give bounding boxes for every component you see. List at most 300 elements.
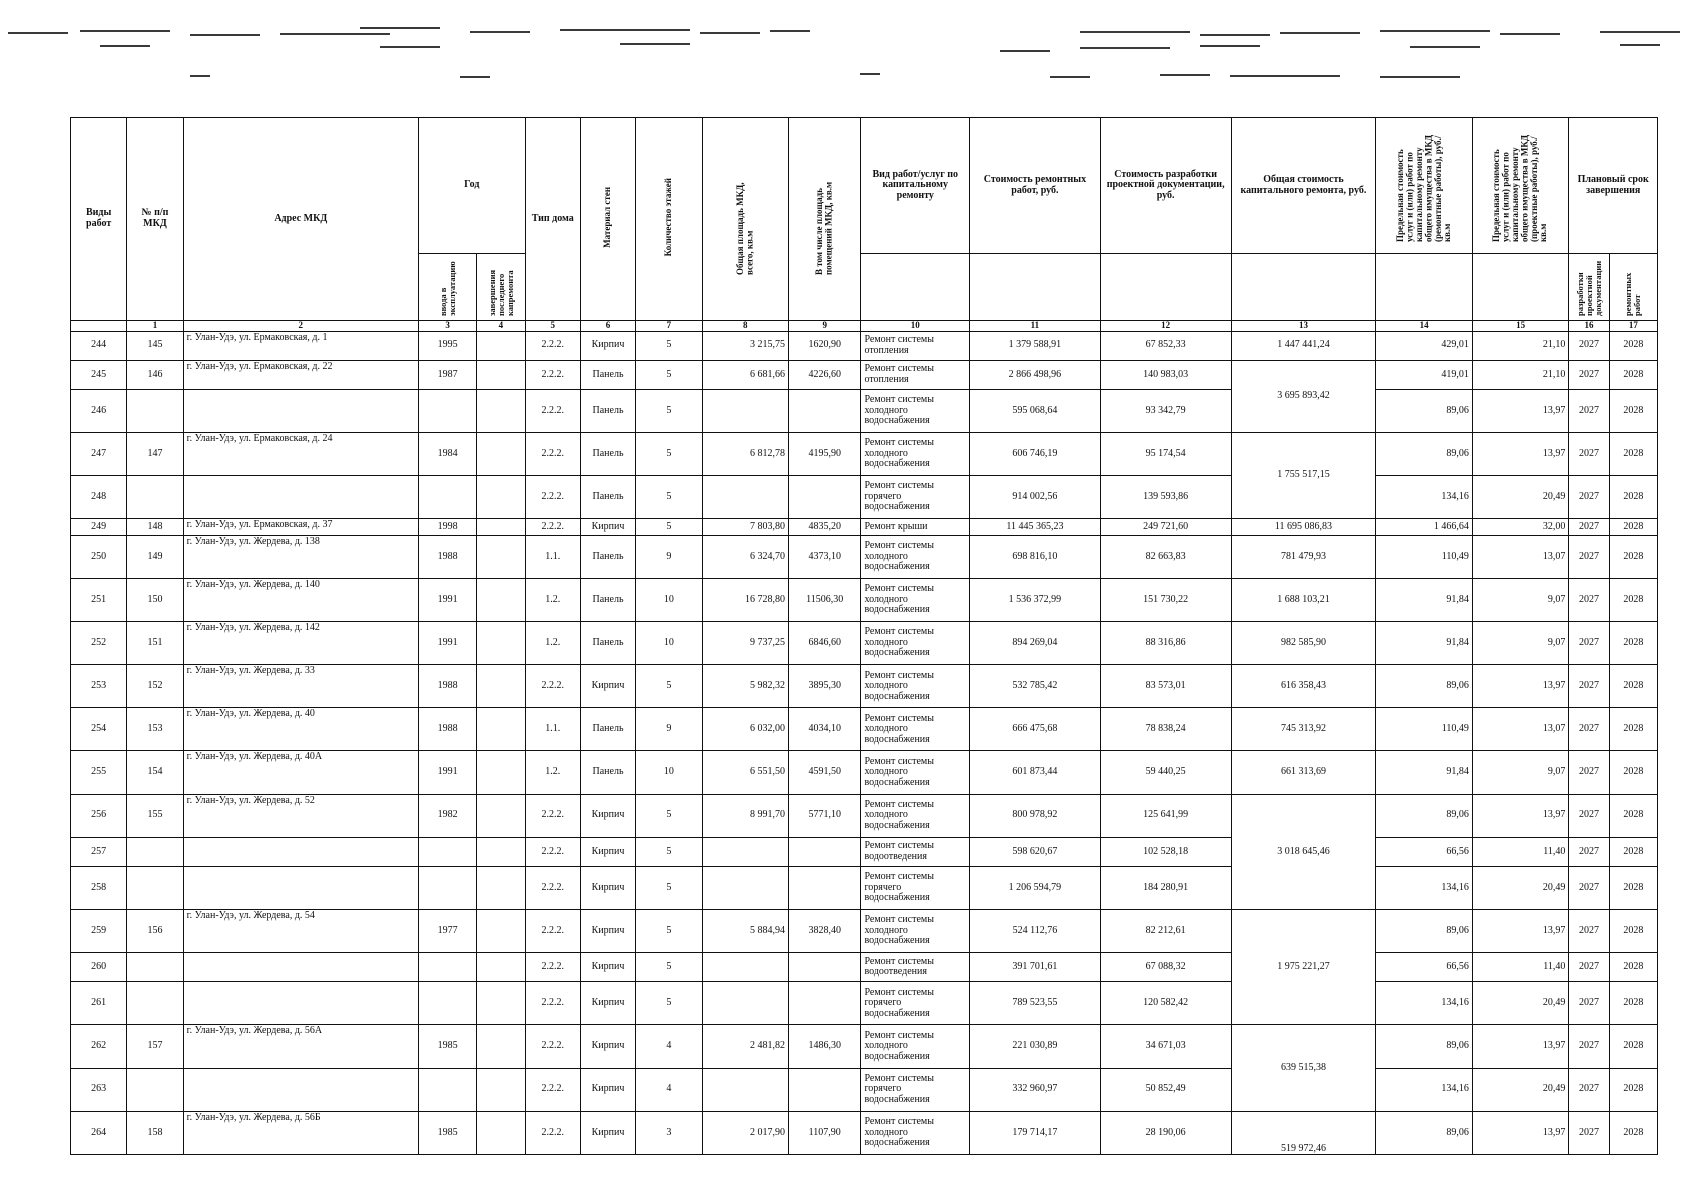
cell-floors: 5 — [636, 794, 702, 837]
cell-material: Панель — [580, 751, 635, 794]
cell-area: 2 017,90 — [702, 1111, 788, 1154]
col-header-year: Год — [418, 118, 525, 254]
cell-total-cost: 11 695 086,83 — [1231, 519, 1376, 536]
cell-nn: 152 — [127, 665, 183, 708]
cell-limit-repair: 429,01 — [1376, 331, 1473, 360]
cell-deadline-repair: 2028 — [1609, 389, 1657, 432]
cell-address: г. Улан-Удэ, ул. Ермаковская, д. 22 — [183, 360, 418, 389]
cell-deadline-repair: 2028 — [1609, 982, 1657, 1025]
cell-limit-repair: 89,06 — [1376, 910, 1473, 953]
cell-limit-design: 9,07 — [1472, 622, 1569, 665]
cell-material: Панель — [580, 433, 635, 476]
cell-vid: 253 — [71, 665, 127, 708]
cell-deadline-repair: 2028 — [1609, 751, 1657, 794]
cell-limit-design: 13,97 — [1472, 389, 1569, 432]
cell-year: 1995 — [418, 331, 476, 360]
table-row — [71, 866, 1658, 909]
cell-material: Панель — [580, 389, 635, 432]
cell-area-premises — [789, 389, 861, 432]
cell-floors: 5 — [636, 866, 702, 909]
cell-nn — [127, 476, 183, 519]
cell-year: 1985 — [418, 1111, 476, 1154]
table-row — [71, 751, 1658, 794]
cell-nn — [127, 953, 183, 982]
cell-deadline-design: 2027 — [1569, 982, 1609, 1025]
cell-limit-design: 13,97 — [1472, 433, 1569, 476]
cell-limit-design: 20,49 — [1472, 866, 1569, 909]
cell-limit-design: 13,07 — [1472, 535, 1569, 578]
cell-floors: 5 — [636, 910, 702, 953]
cell-type: 2.2.2. — [525, 837, 580, 866]
cell-year: 1988 — [418, 535, 476, 578]
cell-type: 2.2.2. — [525, 360, 580, 389]
cell-type: 1.2. — [525, 578, 580, 621]
cell-type: 2.2.2. — [525, 910, 580, 953]
cell-work-type: Ремонт системы горячего водоснабжения — [861, 1068, 970, 1111]
table-row — [71, 1111, 1658, 1154]
cell-deadline-design: 2027 — [1569, 665, 1609, 708]
table-row — [71, 1025, 1658, 1068]
cell-limit-repair: 89,06 — [1376, 665, 1473, 708]
cell-year-repair — [477, 578, 525, 621]
cell-year-repair — [477, 433, 525, 476]
cell-limit-repair: 110,49 — [1376, 535, 1473, 578]
cell-area-premises: 1486,30 — [789, 1025, 861, 1068]
table-row — [71, 433, 1658, 476]
cell-total-cost: 3 018 645,46 — [1231, 794, 1376, 909]
cell-design-cost: 34 671,03 — [1100, 1025, 1231, 1068]
cell-area — [702, 953, 788, 982]
cell-repair-cost: 179 714,17 — [970, 1111, 1101, 1154]
cell-deadline-repair: 2028 — [1609, 953, 1657, 982]
column-number: 10 — [861, 320, 970, 331]
cell-nn: 155 — [127, 794, 183, 837]
cell-address: г. Улан-Удэ, ул. Жердева, д. 56Б — [183, 1111, 418, 1154]
header-blank — [970, 254, 1101, 321]
cell-repair-cost: 595 068,64 — [970, 389, 1101, 432]
cell-total-cost: 1 447 441,24 — [1231, 331, 1376, 360]
cell-year-repair — [477, 982, 525, 1025]
cell-limit-design: 20,49 — [1472, 476, 1569, 519]
cell-deadline-repair: 2028 — [1609, 433, 1657, 476]
cell-limit-repair: 419,01 — [1376, 360, 1473, 389]
table-row — [71, 982, 1658, 1025]
cell-nn: 145 — [127, 331, 183, 360]
cell-address — [183, 837, 418, 866]
cell-floors: 9 — [636, 708, 702, 751]
cell-area: 6 551,50 — [702, 751, 788, 794]
cell-type: 1.2. — [525, 622, 580, 665]
cell-area — [702, 982, 788, 1025]
cell-deadline-repair: 2028 — [1609, 1111, 1657, 1154]
cell-limit-design: 21,10 — [1472, 360, 1569, 389]
col-header-premises-area: В том числе площадь помещений МКД, кв.м — [789, 118, 861, 321]
cell-area: 3 215,75 — [702, 331, 788, 360]
cell-vid: 256 — [71, 794, 127, 837]
cell-nn: 149 — [127, 535, 183, 578]
cell-vid: 263 — [71, 1068, 127, 1111]
cell-nn — [127, 1068, 183, 1111]
cell-total-cost: 661 313,69 — [1231, 751, 1376, 794]
cell-limit-repair: 91,84 — [1376, 622, 1473, 665]
cell-address: г. Улан-Удэ, ул. Жердева, д. 33 — [183, 665, 418, 708]
table-row — [71, 389, 1658, 432]
cell-work-type: Ремонт системы горячего водоснабжения — [861, 866, 970, 909]
cell-area: 6 324,70 — [702, 535, 788, 578]
cell-year-repair — [477, 708, 525, 751]
cell-deadline-design: 2027 — [1569, 751, 1609, 794]
cell-area-premises: 4591,50 — [789, 751, 861, 794]
cell-area — [702, 866, 788, 909]
column-number: 7 — [636, 320, 702, 331]
cell-floors: 9 — [636, 535, 702, 578]
cell-deadline-repair: 2028 — [1609, 837, 1657, 866]
cell-floors: 3 — [636, 1111, 702, 1154]
cell-floors: 5 — [636, 476, 702, 519]
cell-work-type: Ремонт системы холодного водоснабжения — [861, 1111, 970, 1154]
cell-repair-cost: 532 785,42 — [970, 665, 1101, 708]
col-header-nn-mkd: № п/п МКД — [127, 118, 183, 321]
cell-deadline-design: 2027 — [1569, 794, 1609, 837]
cell-repair-cost: 524 112,76 — [970, 910, 1101, 953]
cell-deadline-repair: 2028 — [1609, 910, 1657, 953]
cell-limit-design: 9,07 — [1472, 751, 1569, 794]
col-header-deadline: Плановый срок завершения — [1569, 118, 1658, 254]
cell-vid: 262 — [71, 1025, 127, 1068]
cell-deadline-repair: 2028 — [1609, 708, 1657, 751]
column-number: 16 — [1569, 320, 1609, 331]
cell-address — [183, 866, 418, 909]
cell-deadline-repair: 2028 — [1609, 1068, 1657, 1111]
cell-repair-cost: 221 030,89 — [970, 1025, 1101, 1068]
cell-area: 5 982,32 — [702, 665, 788, 708]
cell-type: 2.2.2. — [525, 866, 580, 909]
cell-repair-cost: 666 475,68 — [970, 708, 1101, 751]
column-number: 1 — [127, 320, 183, 331]
cell-area — [702, 837, 788, 866]
header-blank — [1472, 254, 1569, 321]
cell-area-premises — [789, 953, 861, 982]
cell-deadline-repair: 2028 — [1609, 476, 1657, 519]
cell-floors: 10 — [636, 622, 702, 665]
cell-work-type: Ремонт системы горячего водоснабжения — [861, 476, 970, 519]
cell-area-premises: 4226,60 — [789, 360, 861, 389]
cell-limit-repair: 134,16 — [1376, 982, 1473, 1025]
col-header-total-area: Общая площадь МКД, всего, кв.м — [702, 118, 788, 321]
col-header-deadline-design: разработки проектной документации — [1569, 254, 1609, 321]
cell-nn: 154 — [127, 751, 183, 794]
cell-area-premises: 3895,30 — [789, 665, 861, 708]
cell-year: 1982 — [418, 794, 476, 837]
cell-year-repair — [477, 476, 525, 519]
cell-limit-repair: 89,06 — [1376, 389, 1473, 432]
cell-design-cost: 82 663,83 — [1100, 535, 1231, 578]
cell-vid: 252 — [71, 622, 127, 665]
cell-design-cost: 151 730,22 — [1100, 578, 1231, 621]
cell-floors: 5 — [636, 953, 702, 982]
cell-total-cost: 982 585,90 — [1231, 622, 1376, 665]
cell-address: г. Улан-Удэ, ул. Жердева, д. 40А — [183, 751, 418, 794]
cell-repair-cost: 800 978,92 — [970, 794, 1101, 837]
cell-type: 2.2.2. — [525, 794, 580, 837]
cell-address: г. Улан-Удэ, ул. Жердева, д. 52 — [183, 794, 418, 837]
cell-work-type: Ремонт системы холодного водоснабжения — [861, 433, 970, 476]
cell-work-type: Ремонт системы холодного водоснабжения — [861, 389, 970, 432]
cell-vid: 255 — [71, 751, 127, 794]
cell-year-repair — [477, 1111, 525, 1154]
cell-area-premises: 1107,90 — [789, 1111, 861, 1154]
cell-repair-cost: 698 816,10 — [970, 535, 1101, 578]
cell-vid: 249 — [71, 519, 127, 536]
cell-limit-design: 9,07 — [1472, 578, 1569, 621]
cell-work-type: Ремонт системы отопления — [861, 360, 970, 389]
cell-work-type: Ремонт системы холодного водоснабжения — [861, 665, 970, 708]
cell-limit-repair: 91,84 — [1376, 578, 1473, 621]
cell-deadline-design: 2027 — [1569, 1111, 1609, 1154]
cell-limit-design: 13,97 — [1472, 910, 1569, 953]
col-header-wall-material: Материал стен — [580, 118, 635, 321]
cell-design-cost: 139 593,86 — [1100, 476, 1231, 519]
column-number: 11 — [970, 320, 1101, 331]
cell-vid: 257 — [71, 837, 127, 866]
cell-nn: 151 — [127, 622, 183, 665]
col-header-floors: Количество этажей — [636, 118, 702, 321]
table-row — [71, 535, 1658, 578]
cell-vid: 246 — [71, 389, 127, 432]
cell-repair-cost: 332 960,97 — [970, 1068, 1101, 1111]
cell-address — [183, 389, 418, 432]
cell-deadline-repair: 2028 — [1609, 535, 1657, 578]
cell-area-premises: 4034,10 — [789, 708, 861, 751]
cell-design-cost: 78 838,24 — [1100, 708, 1231, 751]
cell-type: 2.2.2. — [525, 476, 580, 519]
cell-limit-design: 13,97 — [1472, 665, 1569, 708]
cell-deadline-design: 2027 — [1569, 837, 1609, 866]
cell-deadline-design: 2027 — [1569, 360, 1609, 389]
column-number: 15 — [1472, 320, 1569, 331]
cell-address — [183, 982, 418, 1025]
cell-vid: 247 — [71, 433, 127, 476]
cell-nn — [127, 837, 183, 866]
cell-repair-cost: 789 523,55 — [970, 982, 1101, 1025]
cell-repair-cost: 391 701,61 — [970, 953, 1101, 982]
cell-repair-cost: 11 445 365,23 — [970, 519, 1101, 536]
cell-address: г. Улан-Удэ, ул. Жердева, д. 56А — [183, 1025, 418, 1068]
cell-floors: 4 — [636, 1068, 702, 1111]
cell-nn: 158 — [127, 1111, 183, 1154]
cell-type: 1.1. — [525, 708, 580, 751]
cell-year — [418, 982, 476, 1025]
cell-vid: 254 — [71, 708, 127, 751]
cell-deadline-design: 2027 — [1569, 389, 1609, 432]
cell-material: Панель — [580, 578, 635, 621]
cell-year-repair — [477, 866, 525, 909]
col-header-year-last-repair: завершения последнего капремонта — [477, 254, 525, 321]
cell-repair-cost: 1 536 372,99 — [970, 578, 1101, 621]
cell-limit-repair: 66,56 — [1376, 837, 1473, 866]
cell-nn — [127, 866, 183, 909]
cell-nn: 156 — [127, 910, 183, 953]
cell-area-premises: 4195,90 — [789, 433, 861, 476]
cell-design-cost: 28 190,06 — [1100, 1111, 1231, 1154]
cell-material: Кирпич — [580, 866, 635, 909]
cell-area-premises — [789, 476, 861, 519]
cell-year — [418, 953, 476, 982]
cell-work-type: Ремонт системы водоотведения — [861, 837, 970, 866]
cell-material: Кирпич — [580, 1025, 635, 1068]
cell-design-cost: 67 852,33 — [1100, 331, 1231, 360]
cell-type: 2.2.2. — [525, 433, 580, 476]
cell-deadline-design: 2027 — [1569, 708, 1609, 751]
cell-area: 16 728,80 — [702, 578, 788, 621]
cell-limit-repair: 89,06 — [1376, 433, 1473, 476]
cell-floors: 5 — [636, 360, 702, 389]
cell-limit-repair: 91,84 — [1376, 751, 1473, 794]
cell-deadline-design: 2027 — [1569, 519, 1609, 536]
cell-deadline-design: 2027 — [1569, 1025, 1609, 1068]
cell-type: 1.2. — [525, 751, 580, 794]
col-header-work-type: Вид работ/услуг по капитальному ремонту — [861, 118, 970, 254]
cell-repair-cost: 1 379 588,91 — [970, 331, 1101, 360]
table-row — [71, 794, 1658, 837]
col-header-total-cost: Общая стоимость капитального ремонта, руб. — [1231, 118, 1376, 254]
column-number: 17 — [1609, 320, 1657, 331]
cell-area: 7 803,80 — [702, 519, 788, 536]
cell-deadline-repair: 2028 — [1609, 1025, 1657, 1068]
cell-nn: 157 — [127, 1025, 183, 1068]
cell-year: 1991 — [418, 578, 476, 621]
col-header-year-commission: ввода в эксплуатацию — [418, 254, 476, 321]
cell-work-type: Ремонт системы холодного водоснабжения — [861, 535, 970, 578]
cell-type: 2.2.2. — [525, 1068, 580, 1111]
cell-limit-design: 20,49 — [1472, 1068, 1569, 1111]
cell-material: Кирпич — [580, 665, 635, 708]
cell-design-cost: 102 528,18 — [1100, 837, 1231, 866]
cell-deadline-repair: 2028 — [1609, 519, 1657, 536]
col-header-design-cost: Стоимость разработки проектной документации, руб. — [1100, 118, 1231, 254]
cell-area-premises — [789, 1068, 861, 1111]
col-header-limit-design: Предельная стоимость услуг и (или) работ по капитальному ремонту общего имущества в МКД (проектные работы), руб./кв.м — [1472, 118, 1569, 254]
cell-repair-cost: 1 206 594,79 — [970, 866, 1101, 909]
cell-design-cost: 184 280,91 — [1100, 866, 1231, 909]
column-number: 12 — [1100, 320, 1231, 331]
cell-design-cost: 59 440,25 — [1100, 751, 1231, 794]
table-row — [71, 519, 1658, 536]
cell-deadline-design: 2027 — [1569, 622, 1609, 665]
cell-year: 1987 — [418, 360, 476, 389]
cell-total-cost: 781 479,93 — [1231, 535, 1376, 578]
cell-address: г. Улан-Удэ, ул. Ермаковская, д. 1 — [183, 331, 418, 360]
column-number: 13 — [1231, 320, 1376, 331]
cell-floors: 10 — [636, 578, 702, 621]
cell-year: 1977 — [418, 910, 476, 953]
cell-total-cost: 745 313,92 — [1231, 708, 1376, 751]
cell-total-cost: 519 972,46 — [1231, 1111, 1376, 1154]
cell-type: 2.2.2. — [525, 665, 580, 708]
cell-design-cost: 82 212,61 — [1100, 910, 1231, 953]
column-number — [71, 320, 127, 331]
cell-floors: 5 — [636, 837, 702, 866]
cell-deadline-repair: 2028 — [1609, 331, 1657, 360]
cell-material: Панель — [580, 476, 635, 519]
cell-design-cost: 125 641,99 — [1100, 794, 1231, 837]
cell-design-cost: 67 088,32 — [1100, 953, 1231, 982]
cell-area: 6 032,00 — [702, 708, 788, 751]
cell-material: Кирпич — [580, 982, 635, 1025]
cell-address: г. Улан-Удэ, ул. Жердева, д. 138 — [183, 535, 418, 578]
column-number: 14 — [1376, 320, 1473, 331]
col-header-limit-repair: Предельная стоимость услуг и (или) работ по капитальному ремонту общего имущества в МКД (ремонтные работы), руб./кв.м — [1376, 118, 1473, 254]
cell-limit-repair: 89,06 — [1376, 794, 1473, 837]
cell-limit-design: 13,97 — [1472, 794, 1569, 837]
cell-repair-cost: 598 620,67 — [970, 837, 1101, 866]
table-row — [71, 837, 1658, 866]
table-row — [71, 578, 1658, 621]
cell-address: г. Улан-Удэ, ул. Жердева, д. 54 — [183, 910, 418, 953]
cell-floors: 5 — [636, 331, 702, 360]
table-row — [71, 331, 1658, 360]
cell-repair-cost: 2 866 498,96 — [970, 360, 1101, 389]
cell-deadline-repair: 2028 — [1609, 866, 1657, 909]
column-number: 2 — [183, 320, 418, 331]
cell-year — [418, 837, 476, 866]
cell-type: 2.2.2. — [525, 1111, 580, 1154]
cell-area-premises — [789, 837, 861, 866]
cell-area-premises: 5771,10 — [789, 794, 861, 837]
capital-repair-register-table — [70, 117, 1658, 1155]
cell-design-cost: 95 174,54 — [1100, 433, 1231, 476]
table-row — [71, 953, 1658, 982]
cell-design-cost: 140 983,03 — [1100, 360, 1231, 389]
cell-material: Кирпич — [580, 1068, 635, 1111]
cell-floors: 10 — [636, 751, 702, 794]
cell-material: Кирпич — [580, 519, 635, 536]
cell-repair-cost: 601 873,44 — [970, 751, 1101, 794]
table-row — [71, 708, 1658, 751]
cell-total-cost: 1 688 103,21 — [1231, 578, 1376, 621]
cell-repair-cost: 894 269,04 — [970, 622, 1101, 665]
cell-limit-design: 11,40 — [1472, 953, 1569, 982]
cell-material: Кирпич — [580, 794, 635, 837]
col-header-vid-rabot: Виды работ — [71, 118, 127, 321]
cell-limit-design: 13,97 — [1472, 1025, 1569, 1068]
cell-vid: 250 — [71, 535, 127, 578]
cell-floors: 5 — [636, 665, 702, 708]
cell-deadline-design: 2027 — [1569, 476, 1609, 519]
cell-year-repair — [477, 837, 525, 866]
cell-year: 1991 — [418, 751, 476, 794]
cell-nn: 148 — [127, 519, 183, 536]
cell-design-cost: 83 573,01 — [1100, 665, 1231, 708]
table-row — [71, 360, 1658, 389]
cell-deadline-design: 2027 — [1569, 331, 1609, 360]
cell-area: 6 681,66 — [702, 360, 788, 389]
cell-material: Панель — [580, 622, 635, 665]
col-header-repair-cost: Стоимость ремонтных работ, руб. — [970, 118, 1101, 254]
cell-type: 2.2.2. — [525, 389, 580, 432]
cell-year-repair — [477, 622, 525, 665]
cell-work-type: Ремонт крыши — [861, 519, 970, 536]
cell-material: Кирпич — [580, 837, 635, 866]
cell-area — [702, 476, 788, 519]
cell-repair-cost: 914 002,56 — [970, 476, 1101, 519]
cell-limit-design: 13,07 — [1472, 708, 1569, 751]
cell-limit-repair: 1 466,64 — [1376, 519, 1473, 536]
cell-year-repair — [477, 665, 525, 708]
cell-work-type: Ремонт системы холодного водоснабжения — [861, 708, 970, 751]
cell-area-premises: 11506,30 — [789, 578, 861, 621]
cell-type: 1.1. — [525, 535, 580, 578]
